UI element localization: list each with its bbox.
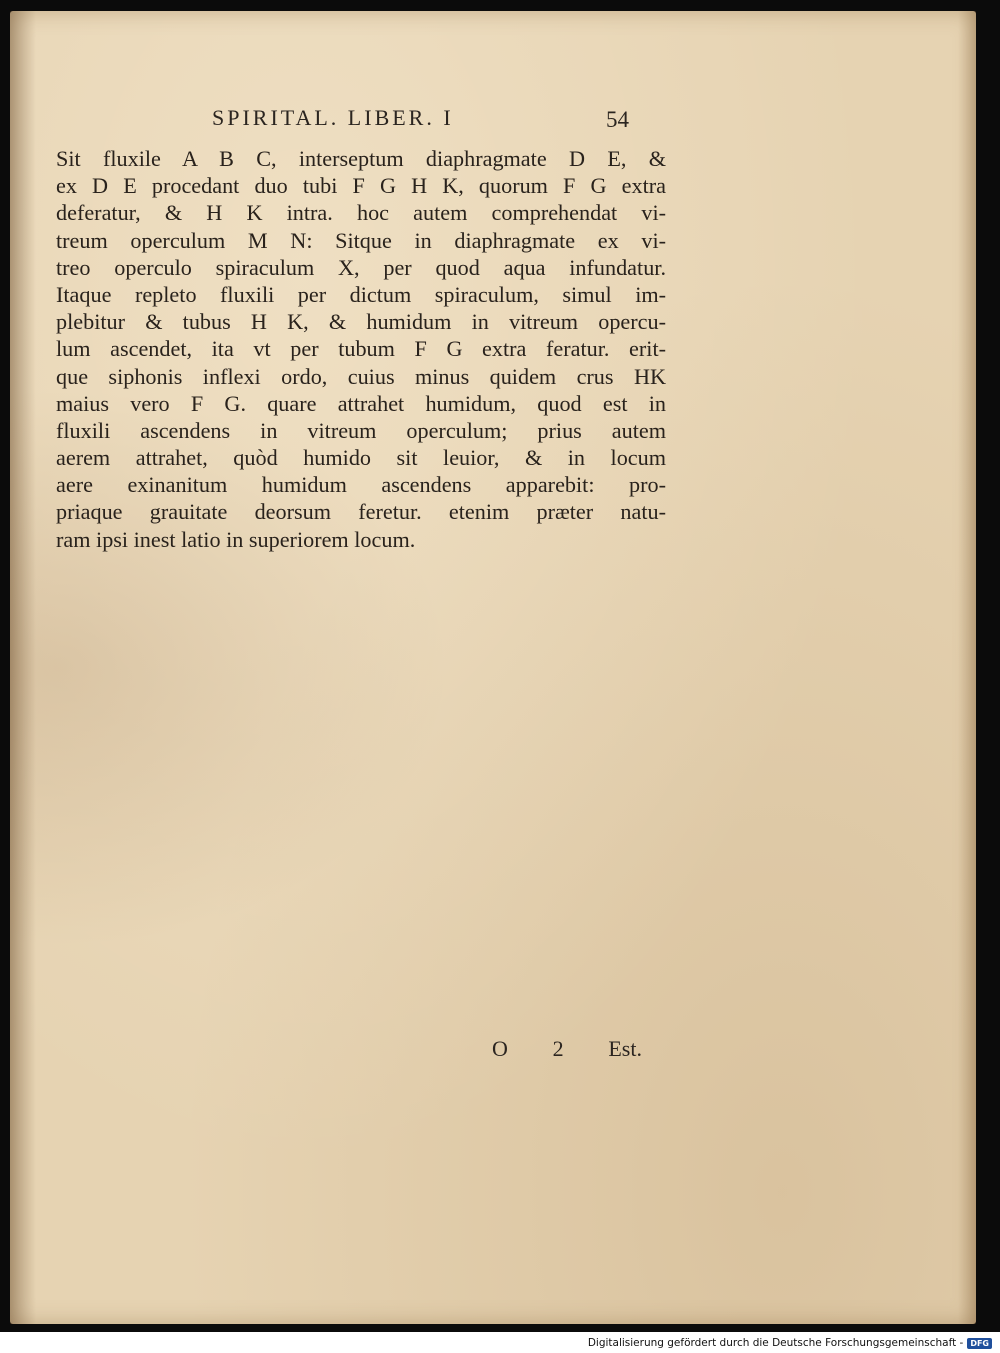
text-line: aere exinanitum humidum ascendens apparebit: pro-: [56, 472, 666, 498]
signature-number: 2: [552, 1036, 564, 1061]
text-line: plebitur & tubus H K, & humidum in vitreum opercu-: [56, 309, 666, 335]
text-line: ram ipsi inest latio in superiorem locum.: [56, 526, 416, 552]
text-line: treo operculo spiraculum X, per quod aqua infundatur.: [56, 254, 666, 280]
page-gutter-shadow: [10, 11, 36, 1324]
catchword-word: Est.: [608, 1036, 642, 1061]
text-line: maius vero F G. quare attrahet humidum, quod est in: [56, 390, 666, 416]
text-line: aerem attrahet, quòd humido sit leuior, & in locum: [56, 445, 666, 471]
credit-text: Digitalisierung gefördert durch die Deutsche Forschungsgemeinschaft -: [587, 1337, 964, 1349]
page-number: 54: [606, 107, 629, 132]
signature-letter: O: [492, 1036, 508, 1061]
text-line: priaque grauitate deorsum feretur. etenim præter natu-: [56, 499, 666, 525]
dfg-logo-icon: DFG: [967, 1338, 992, 1349]
text-line: ex D E procedant duo tubi F G H K, quorum F G extra: [56, 173, 666, 199]
running-head: SPIRITAL. LIBER. I: [212, 105, 454, 130]
text-line: que siphonis inflexi ordo, cuius minus quidem crus HK: [56, 363, 666, 389]
body-text: [56, 145, 666, 553]
text-line: deferatur, & H K intra. hoc autem comprehendat vi-: [56, 200, 666, 226]
text-line: lum ascendet, ita vt per tubum F G extra feratur. erit-: [56, 336, 666, 362]
text-line: Sit fluxile A B C, interseptum diaphragmate D E, &: [56, 146, 666, 171]
digitization-credit: [588, 1337, 992, 1349]
text-line: Itaque repleto fluxili per dictum spiraculum, simul im-: [56, 281, 666, 307]
text-line: treum operculum M N: Sitque in diaphragmate ex vi-: [56, 227, 666, 253]
page-edge-shadow: [958, 11, 976, 1324]
text-line: fluxili ascendens in vitreum operculum; prius autem: [56, 417, 666, 443]
signature-catchword: [492, 1036, 642, 1062]
